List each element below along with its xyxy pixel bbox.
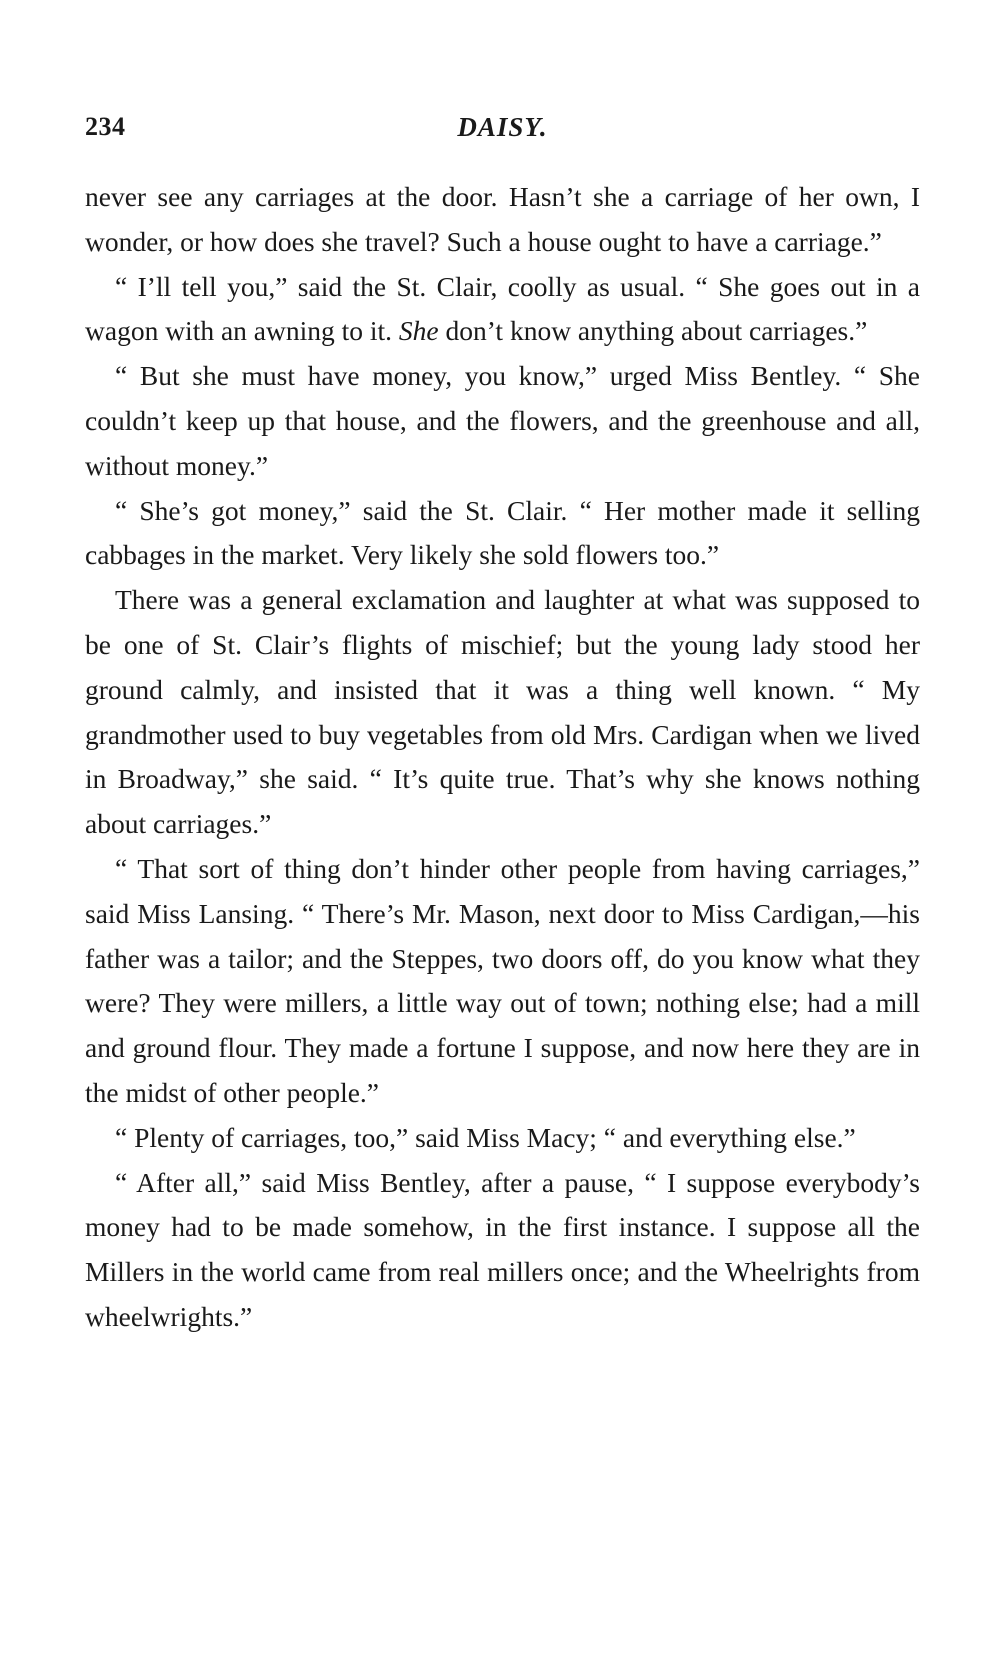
- page-number: 234: [85, 112, 126, 141]
- running-title: DAISY.: [457, 112, 548, 142]
- paragraph-continued: never see any carriages at the door. Hasn’t she a carriage of her own, I wonder, or how does she travel? Such a house ought to have a carriage.”: [85, 181, 920, 257]
- paragraph-st-clair-cabbages: “ She’s got money,” said the St. Clair. “ Her mother made it selling cabbages in the market. Very likely she sold flowers too.”: [85, 494, 920, 571]
- paragraph-lansing-millers: “ That sort of thing don’t hinder other people from having carriages,” said Miss Lansing. “ There’s Mr. Mason, next door to Miss Cardigan,—his father was a tailor; and the Steppes, two doors off, do you know what they were? They were millers, a little way out of town; nothing else; had a mill and ground flour. They made a fortune I suppose, and now here they are in the midst of other people.”: [85, 852, 920, 1108]
- paragraph-general-exclamation: There was a general exclamation and laughter at what was supposed to be one of St. Clair’s flights of mischief; but the young lady stood her ground calmly, and insisted that it was a thing well known. “ My grandmother used to buy vegetables from old Mrs. Cardigan when we lived in Broadway,” she said. “ It’s quite true. That’s why she knows nothing about carriages.”: [85, 584, 920, 840]
- paragraph-bentley-wheelwrights: “ After all,” said Miss Bentley, after a pause, “ I suppose everybody’s money had to be made somehow, in the first instance. I suppose all the Millers in the world came from real millers once; and the Wheelrights from wheelwrights.”: [85, 1166, 920, 1332]
- paragraph-st-clair-wagon: [85, 265, 920, 355]
- paragraph-text: don’t know anything about carriages.”: [438, 315, 868, 347]
- italic-emphasis: She: [398, 315, 439, 347]
- paragraph-bentley-money: “ But she must have money, you know,” urged Miss Bentley. “ She couldn’t keep up that house, and the flowers, and the greenhouse and all, without money.”: [85, 360, 920, 481]
- paragraph-text: “ I’ll tell you,” said the St. Clair, coolly as usual. “ She goes out in a wagon with an awning to it.: [85, 270, 920, 347]
- paragraph-macy-carriages: “ Plenty of carriages, too,” said Miss Macy; “ and everything else.”: [115, 1121, 856, 1153]
- body-text: [85, 175, 920, 1340]
- running-head: [85, 112, 920, 152]
